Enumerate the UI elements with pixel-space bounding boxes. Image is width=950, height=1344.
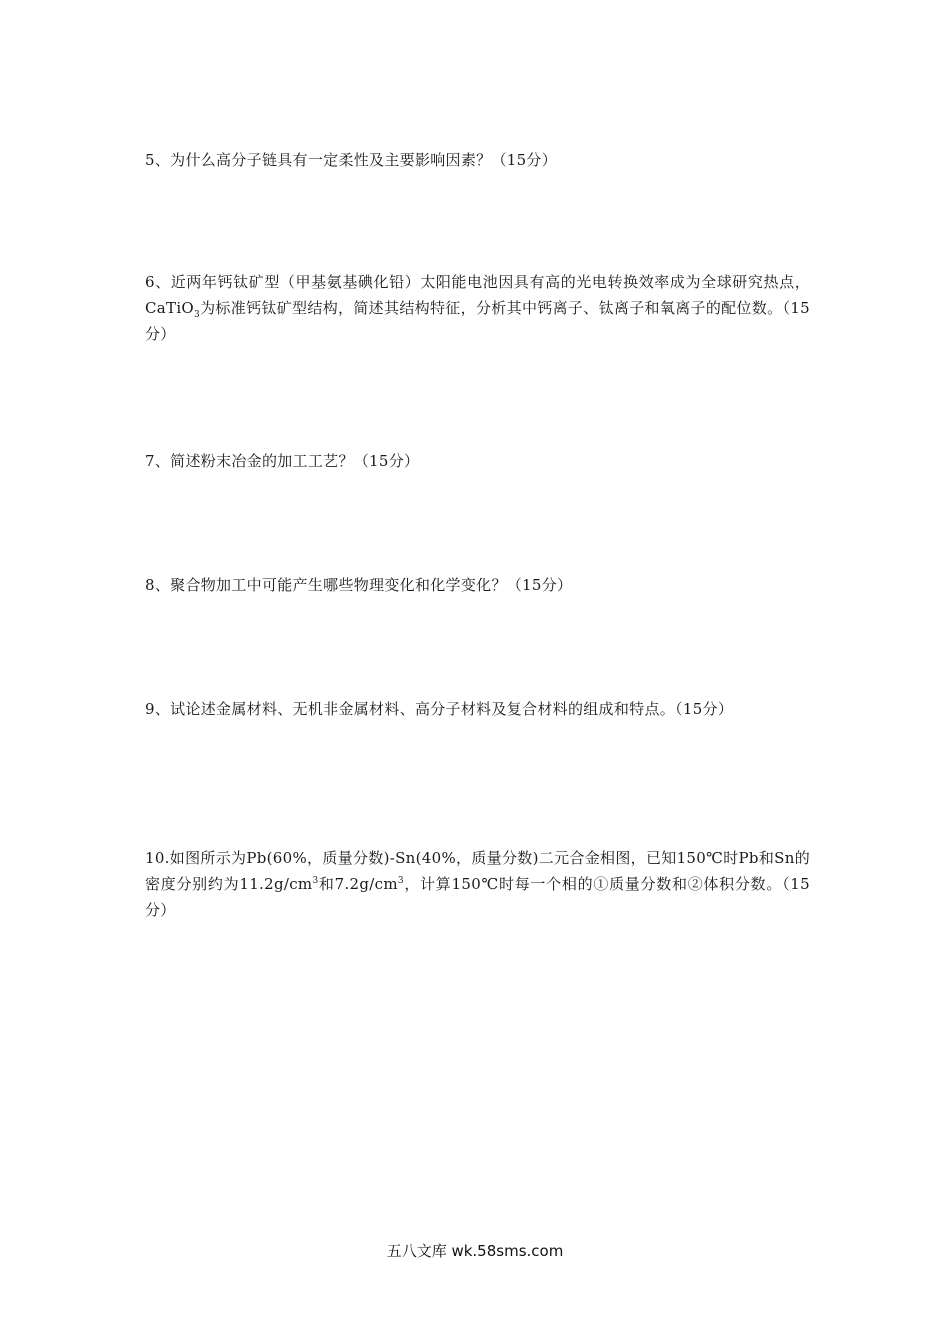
question-10 — [145, 845, 810, 923]
question-10-superscript-1: 3 — [312, 876, 319, 886]
question-10-text — [145, 845, 810, 923]
footer-watermark: 五八文库 wk.58sms.com — [386, 1242, 564, 1260]
question-6 — [145, 269, 810, 347]
question-9-text: 9、试论述金属材料、无机非金属材料、高分子材料及复合材料的组成和特点。（15分） — [145, 700, 734, 718]
question-6-subscript: 3 — [194, 310, 201, 320]
question-7-text: 7、简述粉末冶金的加工工艺？（15分） — [145, 452, 420, 470]
question-6-text-part1: 6、近两年钙钛矿型（甲基氨基碘化铅）太阳能电池因具有高的光电转换效率成为全球研究热点，CaTiO — [145, 273, 810, 317]
question-7 — [145, 448, 810, 474]
question-10-text-part3: ，计算150℃时每一个相的①质量分数和②体积分数。（15分） — [145, 875, 810, 919]
question-5-text: 5、为什么高分子链具有一定柔性及主要影响因素？（15分） — [145, 151, 558, 169]
question-10-text-part1: 10.如图所示为Pb(60%，质量分数)-Sn(40%，质量分数)二元合金相图，已知150℃时Pb和Sn的密度分别约为11.2g/cm — [145, 849, 810, 893]
question-8 — [145, 572, 810, 598]
question-6-text-part2: 为标准钙钛矿型结构，简述其结构特征，分析其中钙离子、钛离子和氧离子的配位数。（15分） — [145, 299, 810, 343]
question-10-text-part2: 和7.2g/cm — [318, 875, 398, 893]
question-5 — [145, 147, 810, 173]
question-8-text: 8、聚合物加工中可能产生哪些物理变化和化学变化？（15分） — [145, 576, 573, 594]
question-6-text — [145, 269, 810, 347]
question-9 — [145, 696, 810, 722]
question-10-superscript-2: 3 — [397, 876, 404, 886]
